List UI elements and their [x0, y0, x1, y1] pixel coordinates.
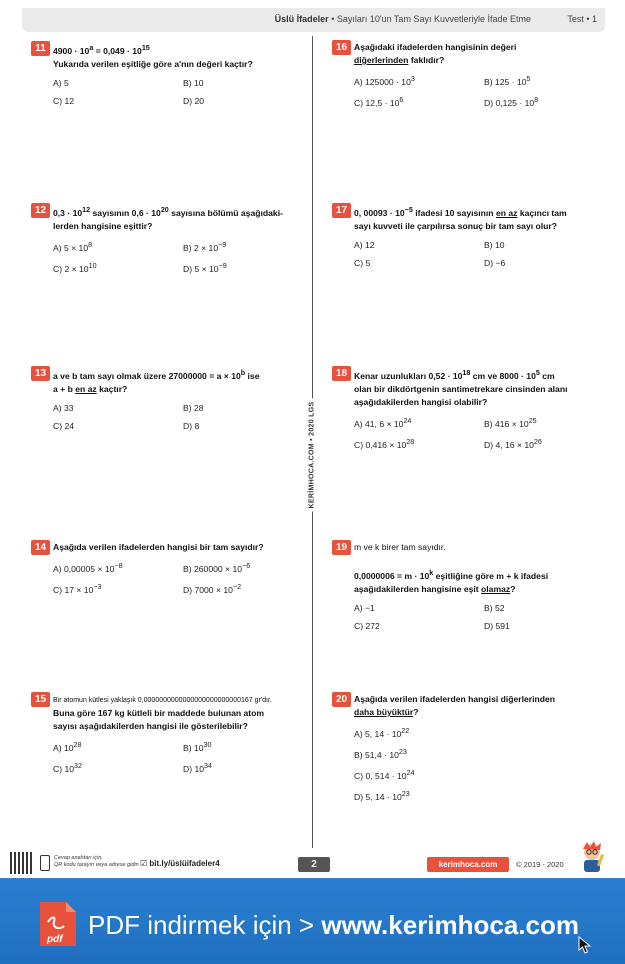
question-number: 13 [31, 366, 50, 381]
options [354, 602, 609, 633]
options [53, 77, 308, 108]
question-stem: Aşağıdaki ifadelerden hangisinin değeri diğerlerinden faklıdır? [354, 42, 517, 65]
option-a: A) 41, $6 \times 10^{24}$ [354, 416, 412, 429]
banner-text[interactable] [88, 910, 579, 941]
svg-text:pdf: pdf [47, 934, 63, 945]
header-title: Üslü İfadeler • Sayıları 10'un Tam Sayı Kuvvetleriyle İfade Etme [274, 14, 531, 24]
question-stem: m ve k birer tam sayıdır. $0,0000006 = m \cdot 10^k$ eşitliğine göre m + k ifadesi aşağıdakilerden hangisine eşit olamaz? [354, 542, 549, 594]
option-a: A) $10^{28}$ [53, 741, 82, 753]
option-a: A) 12 [354, 239, 375, 250]
question-number: 11 [31, 41, 50, 56]
question-stem: Aşağıda verilen ifadelerden hangisi diğerlerinden daha büyüktür? [354, 694, 556, 717]
option-d: D) 5, $14 \cdot 10^{23}$ [354, 789, 410, 802]
question-18 [335, 367, 609, 452]
header-subtitle: Sayıları 10'un Tam Sayı Kuvvetleriyle İfade Etme [336, 14, 531, 24]
options [53, 560, 308, 597]
banner-url[interactable]: www.kerimhoca.com [321, 910, 580, 940]
question-stem: Bir atomun kütlesi yaklaşık 0,0000000000000000000000000167 gr'dır. Buna göre 167 kg kütleli bir maddede bulunan atom sayısı aşağıdakilerden hangisi ile gösterilebilir? [53, 697, 272, 731]
options [354, 415, 609, 452]
question-number: 15 [31, 692, 50, 707]
question-19 [335, 541, 609, 633]
cursor-icon [578, 936, 592, 954]
question-stem: 0, $00093 \cdot 10^{-5}$ ifadesi 10 sayısının en az kaçıncı tam sayı kuvveti ile çarpılırsa sonuç bir tam sayı olur? [354, 206, 567, 231]
option-b: B) $51,4 \cdot 10^{23}$ [354, 747, 407, 760]
question-15 [34, 693, 308, 776]
page-header [22, 8, 605, 32]
option-c: C) 272 [354, 620, 380, 631]
page-number: 2 [298, 857, 330, 872]
mascot-icon [575, 840, 609, 874]
option-d: D) 20 [183, 95, 205, 106]
option-b: B) 52 [484, 602, 505, 613]
options [53, 239, 308, 276]
option-a: A) $0,00005 \times 10^{-8}$ [53, 562, 123, 574]
option-d: D) 591 [484, 620, 510, 631]
option-c: C) $12,5 \cdot 10^6$ [354, 95, 404, 108]
side-label: KERİMHOCA.COM • 2020 LGS [303, 390, 321, 520]
option-d: D) $5 \times 10^{-9}$ [183, 261, 227, 274]
question-20 [335, 693, 609, 803]
option-b: B) $416 \times 10^{25}$ [484, 416, 537, 429]
option-c: C) $17 \times 10^{-3}$ [53, 582, 102, 595]
option-a: A) $125000 \cdot 10^3$ [354, 75, 415, 87]
brand-badge[interactable]: kerimhoca.com [427, 857, 509, 872]
header-topic: Üslü İfadeler [274, 14, 329, 24]
option-a: A) 5 [53, 77, 69, 88]
option-a: A) −1 [354, 602, 375, 613]
option-b: B) $2 \times 10^{-9}$ [183, 240, 227, 253]
question-number: 20 [332, 692, 351, 707]
option-d: D) −6 [484, 257, 506, 268]
option-d: D) $0,125 \cdot 10^8$ [484, 95, 539, 108]
option-c: C) 5 [354, 257, 371, 268]
qr-code-icon[interactable] [10, 852, 32, 874]
question-13 [34, 367, 308, 433]
page-footer [8, 852, 617, 874]
question-12 [34, 204, 308, 276]
question-16 [335, 41, 609, 110]
pdf-icon [40, 902, 76, 946]
question-stem: $4900 \cdot 10^a = 0,049 \cdot 10^{15}$ Yukarıda verilen eşitliğe göre a'nın değeri kaçtır? [53, 44, 253, 69]
download-banner[interactable] [0, 878, 625, 964]
copyright: © 2019 - 2020 [516, 860, 564, 869]
question-number: 17 [332, 203, 351, 218]
phone-icon [40, 855, 50, 871]
option-a: A) 5, $14 \cdot 10^{22}$ [354, 727, 410, 739]
option-c: C) 0, $514 \cdot 10^{24}$ [354, 768, 415, 781]
option-c: C) $0,416 \times 10^{28}$ [354, 437, 415, 450]
question-number: 12 [31, 203, 50, 218]
options [53, 739, 308, 776]
test-label: Test • 1 [567, 14, 597, 24]
option-b: B) 28 [183, 402, 204, 413]
answer-key-link[interactable]: ☑ bit.ly/üslüifadeler4 [140, 859, 220, 868]
options [354, 73, 609, 110]
option-c: C) $2 \times 10^{10}$ [53, 261, 97, 274]
option-b: B) 10 [183, 77, 204, 88]
option-a: A) $5 \times 10^8$ [53, 240, 93, 253]
options [354, 239, 609, 270]
question-number: 19 [332, 540, 351, 555]
option-c: C) $10^{32}$ [53, 761, 82, 774]
option-b: B) $10^{30}$ [183, 741, 212, 753]
banner-prefix: PDF indirmek için > [88, 910, 322, 940]
question-number: 14 [31, 540, 50, 555]
option-c: C) 24 [53, 420, 75, 431]
question-number: 16 [332, 40, 351, 55]
option-a: A) 33 [53, 402, 74, 413]
question-stem: Aşağıda verilen ifadelerden hangisi bir tam sayıdır? [53, 542, 264, 552]
answer-key-note: Cevap anahtarı için, QR kodu tarayın veya adrese gidin [54, 855, 139, 868]
options [354, 725, 609, 803]
question-stem: a ve b tam sayı olmak üzere $27000000 = a \times 10^b$ ise a + b en az kaçtır? [53, 369, 260, 394]
question-11 [35, 42, 308, 108]
question-stem: $0,3 \cdot 10^{12}$ sayısının $0,6 \cdot 10^{20}$ sayısına bölümü aşağıdaki- lerden hangisine eşittir? [53, 206, 283, 231]
question-number: 18 [332, 366, 351, 381]
option-c: C) 12 [53, 95, 75, 106]
option-d: D) 4, $16 \times 10^{26}$ [484, 437, 542, 450]
question-17 [335, 204, 609, 270]
option-b: B) $260000 \times 10^{-6}$ [183, 562, 251, 574]
options [53, 402, 308, 433]
option-d: D) $7000 \times 10^{-2}$ [183, 582, 242, 595]
question-14 [34, 541, 308, 597]
option-d: D) $10^{34}$ [183, 761, 212, 774]
question-stem: Kenar uzunlukları $0,52 \cdot 10^{18}$ cm ve $8000 \cdot 10^5$ cm olan bir dikdörtgenin santimetrekare cinsinden alanı aşağıdakilerden hangisi olabilir? [354, 369, 568, 407]
option-b: B) 10 [484, 239, 505, 250]
option-b: B) $125 \cdot 10^5$ [484, 75, 531, 87]
option-d: D) 8 [183, 420, 200, 431]
